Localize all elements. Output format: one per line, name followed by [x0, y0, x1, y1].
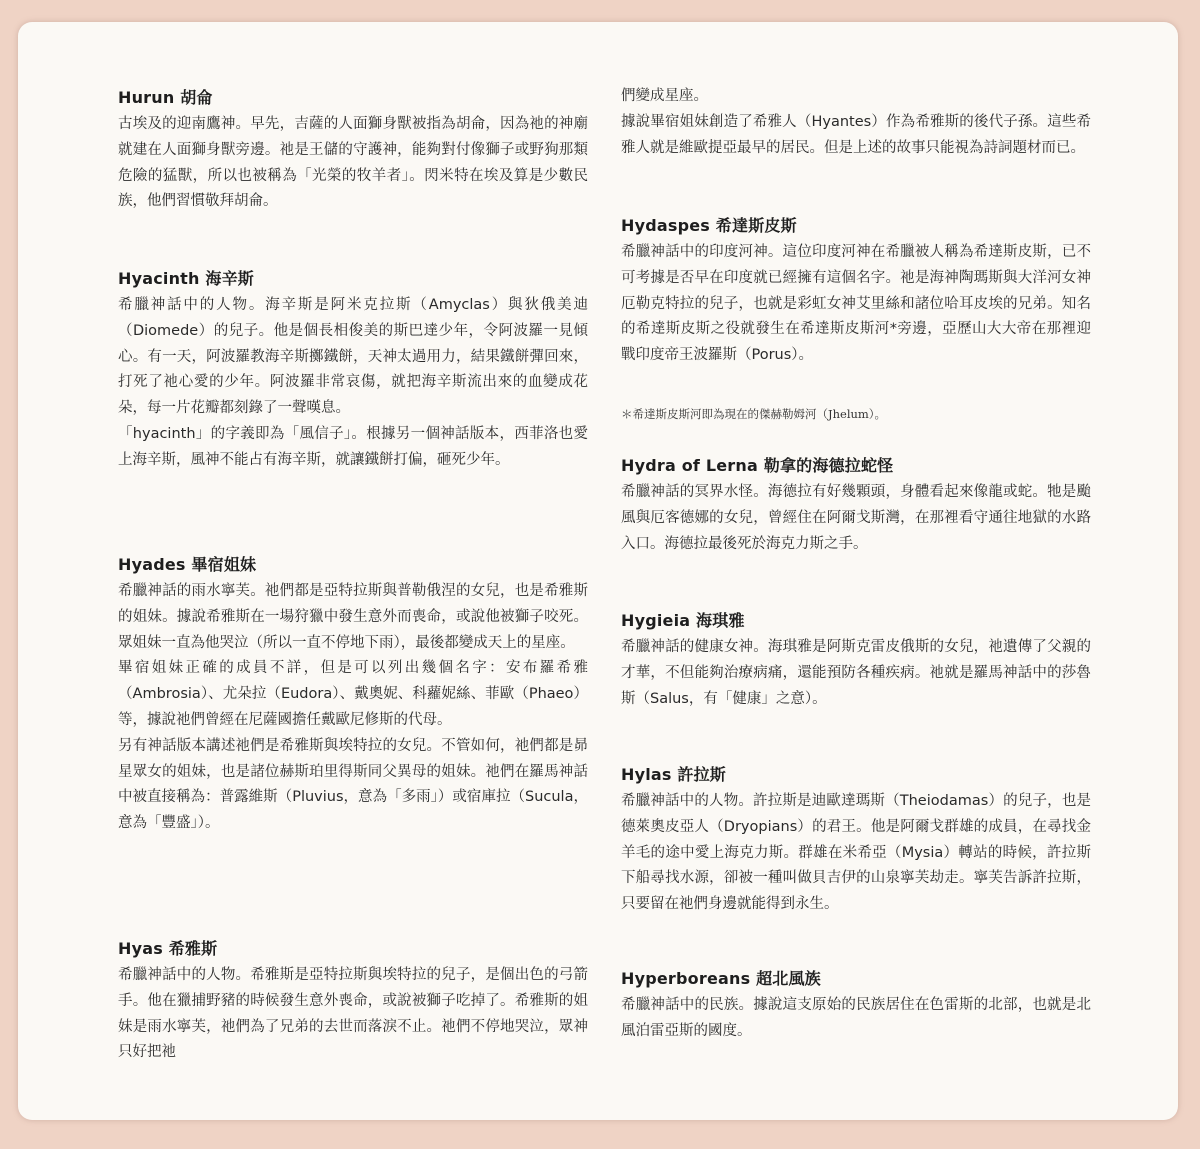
- footnote: ＊希達斯皮斯河即為現在的傑赫勒姆河（Jhelum）。: [621, 407, 887, 421]
- entry-hyades: [118, 552, 588, 837]
- entry-hyacinth: [118, 266, 588, 474]
- entry-text: 據說畢宿姐妹創造了希雅人（Hyantes）作為希雅斯的後代子孫。這些希雅人就是維歐提亞最早的居民。但是上述的故事只能視為詩詞題材而已。: [621, 113, 1091, 156]
- entry-text: 古埃及的迎南鷹神。早先，吉薩的人面獅身獸被指為胡侖，因為祂的神廟就建在人面獅身獸旁邊。祂是王儲的守護神，能夠對付像獅子或野狗那類危險的猛獸，所以也被稱為「光榮的牧羊者」。閃米特在埃及算是少數民族，他們習慣敬拜胡侖。: [118, 116, 588, 210]
- entry-title: Hylas 許拉斯: [621, 765, 726, 784]
- entry-title: Hyperboreans 超北風族: [621, 969, 821, 988]
- entry-title: Hyacinth 海辛斯: [118, 269, 254, 288]
- entry-text: 希臘神話的雨水寧芙。祂們都是亞特拉斯與普勒俄涅的女兒，也是希雅斯的姐妹。據說希雅斯在一場狩獵中發生意外而喪命，或說他被獅子咬死。眾姐妹一直為他哭泣（所以一直不停地下雨），最後都變成天上的星座。: [118, 583, 588, 651]
- book-page: [18, 22, 1178, 1120]
- entry-text: 希臘神話中的人物。希雅斯是亞特拉斯與埃特拉的兒子，是個出色的弓箭手。他在獵捕野豬的時候發生意外喪命，或說被獅子吃掉了。希雅斯的姐妹是雨水寧芙，祂們為了兄弟的去世而落淚不止。祂們不停地哭泣，眾神只好把祂: [118, 967, 588, 1061]
- entry-hyas: [118, 936, 588, 1066]
- entry-text: 們變成星座。: [621, 88, 708, 104]
- entry-text: 希臘神話中的人物。許拉斯是迪歐達瑪斯（Theiodamas）的兒子，也是德萊奧皮亞人（Dryopians）的君王。他是阿爾戈群雄的成員，在尋找金羊毛的途中愛上海克力斯。群雄在米希亞（Mysia）轉站的時候，許拉斯下船尋找水源，卻被一種叫做貝吉伊的山泉寧芙劫走。寧芙告訴許拉斯，只要留在祂們身邊就能得到永生。: [621, 793, 1091, 913]
- entry-hyperboreans: [621, 966, 1091, 1045]
- entry-hygieia: [621, 608, 1091, 712]
- entry-text: 希臘神話的冥界水怪。海德拉有好幾顆頭，身體看起來像龍或蛇。牠是颱風與厄客德娜的女兒，曾經住在阿爾戈斯灣，在那裡看守通往地獄的水路入口。海德拉最後死於海克力斯之手。: [621, 484, 1091, 552]
- entry-text: 希臘神話中的民族。據說這支原始的民族居住在色雷斯的北部，也就是北風泊雷亞斯的國度。: [621, 997, 1091, 1039]
- entry-hydaspes: [621, 213, 1091, 369]
- entry-hydra: [621, 453, 1091, 557]
- entry-title: Hurun 胡侖: [118, 88, 213, 107]
- entry-title: Hygieia 海琪雅: [621, 611, 745, 630]
- entry-text: 希臘神話的健康女神。海琪雅是阿斯克雷皮俄斯的女兒，祂遺傳了父親的才華，不但能夠治療病痛，還能預防各種疾病。祂就是羅馬神話中的莎魯斯（Salus，有「健康」之意）。: [621, 639, 1091, 707]
- entry-hylas: [621, 762, 1091, 918]
- entry-text: 希臘神話中的印度河神。這位印度河神在希臘被人稱為希達斯皮斯，已不可考據是否早在印度就已經擁有這個名字。祂是海神陶瑪斯與大洋河女神厄勒克特拉的兒子，也就是彩虹女神艾里絲和諸位哈耳皮埃的兄弟。知名的希達斯皮斯之役就發生在希達斯皮斯河*旁邊，亞歷山大大帝在那裡迎戰印度帝王波羅斯（Porus）。: [621, 244, 1091, 364]
- entry-title: Hydaspes 希達斯皮斯: [621, 216, 797, 235]
- entry-hurun: [118, 85, 588, 215]
- entry-title: Hyas 希雅斯: [118, 939, 218, 958]
- entry-title: Hydra of Lerna 勒拿的海德拉蛇怪: [621, 456, 894, 475]
- entry-text: 畢宿姐妹正確的成員不詳，但是可以列出幾個名字：安布羅希雅（Ambrosia）、尤朵拉（Eudora）、戴奧妮、科蘿妮絲、菲歐（Phaeo）等，據說祂們曾經在尼薩國擔任戴歐尼修斯的代母。: [118, 660, 588, 728]
- entry-text: 另有神話版本講述祂們是希雅斯與埃特拉的女兒。不管如何，祂們都是昴星眾女的姐妹，也是諸位赫斯珀里得斯同父異母的姐妹。祂們在羅馬神話中被直接稱為：普露維斯（Pluvius，意為「多雨」）或宿庫拉（Sucula，意為「豐盛」）。: [118, 737, 588, 832]
- entry-text: 「hyacinth」的字義即為「風信子」。根據另一個神話版本，西菲洛也愛上海辛斯，風神不能占有海辛斯，就讓鐵餅打偏，砸死少年。: [118, 425, 588, 468]
- entry-title: Hyades 畢宿姐妹: [118, 555, 257, 574]
- entry-hyas-continued: [621, 84, 1091, 161]
- entry-text: 希臘神話中的人物。海辛斯是阿米克拉斯（Amyclas）與狄俄美迪（Diomede）的兒子。他是個長相俊美的斯巴達少年，令阿波羅一見傾心。有一天，阿波羅教海辛斯擲鐵餅，天神太過用力，結果鐵餅彈回來，打死了祂心愛的少年。阿波羅非常哀傷，就把海辛斯流出來的血變成花朵，每一片花瓣都刻錄了一聲嘆息。: [118, 297, 588, 417]
